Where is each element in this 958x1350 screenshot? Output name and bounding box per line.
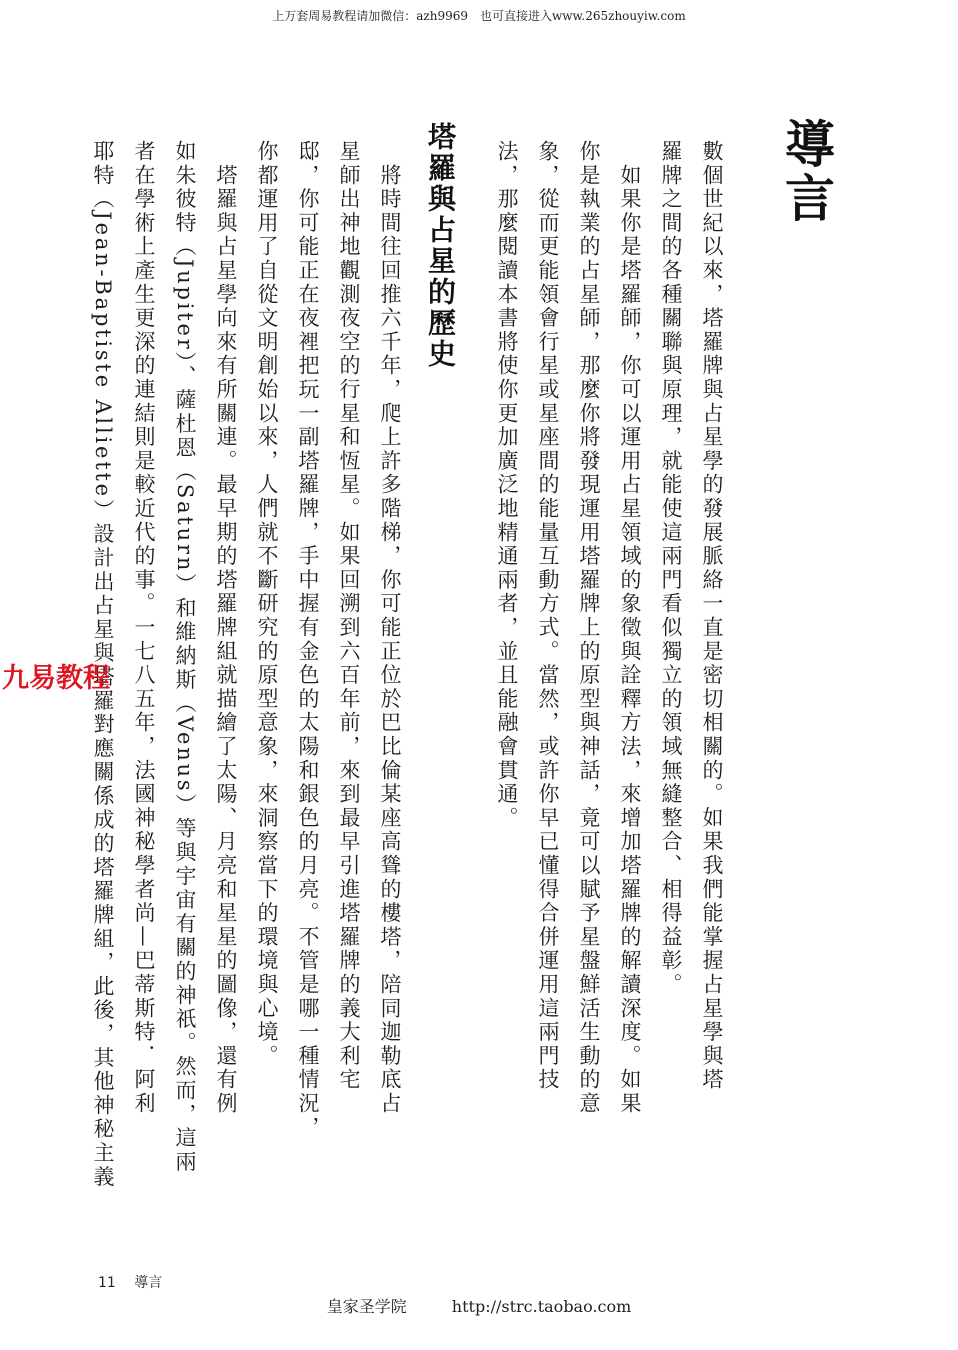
text-column-3: 如果你是塔羅師，你可以運用占星領域的象徵與詮釋方法，來增加塔羅牌的解讀深度。如果 bbox=[618, 140, 642, 1116]
running-title: 導言 bbox=[134, 1275, 163, 1291]
text-column-13: 者在學術上產生更深的連結則是較近代的事。一七八五年，法國神秘學者尚—巴蒂斯特．阿利 bbox=[132, 140, 156, 1116]
page-number: 11 bbox=[98, 1275, 116, 1291]
top-banner: 上万套周易教程请加微信：azh9969 也可直接进入www.265zhouyiw.com bbox=[272, 9, 686, 23]
page-footer bbox=[98, 1272, 162, 1292]
text-column-9: 邸，你可能正在夜裡把玩一副塔羅牌，手中握有金色的太陽和銀色的月亮。不管是哪一種情況， bbox=[296, 140, 320, 1140]
bottom-banner-url: http://strc.taobao.com bbox=[451, 1297, 632, 1316]
text-column-4: 你是執業的占星師，那麼你將發現運用塔羅牌上的原型與神話，竟可以賦予星盤鮮活生動的意 bbox=[577, 140, 601, 1116]
text-column-10: 你都運用了自從文明創始以來，人們就不斷研究的原型意象，來洞察當下的環境與心境。 bbox=[255, 140, 279, 1069]
bottom-banner-name: 皇家圣学院 bbox=[326, 1297, 407, 1316]
text-column-7: 將時間往回推六千年，爬上許多階梯，你可能正位於巴比倫某座高聳的樓塔，陪同迦勒底占 bbox=[378, 140, 402, 1116]
watermark: 九易教程 bbox=[2, 663, 110, 694]
chapter-title: 導言 bbox=[777, 118, 836, 226]
text-column-5: 象，從而更能領會行星或星座間的能量互動方式。當然，或許你早已懂得合併運用這兩門技 bbox=[536, 140, 560, 1092]
text-column-1: 數個世紀以來，塔羅牌與占星學的發展脈絡一直是密切相關的。如果我們能掌握占星學與塔 bbox=[700, 140, 724, 1092]
section-heading: 塔羅與占星的歷史 bbox=[424, 122, 457, 370]
bottom-banner bbox=[0, 1294, 958, 1317]
text-column-14: 耶特（Jean-Baptiste Alliette）設計出占星與塔羅對應關係成的塔羅牌組，此後，其他神秘主義 bbox=[91, 140, 115, 1190]
text-column-12: 如朱彼特（Jupiter）、薩杜恩（Saturn）和維納斯（Venus）等與宇宙有關的神祇。然而，這兩 bbox=[173, 140, 197, 1175]
text-column-11: 塔羅與占星學向來有所關連。最早期的塔羅牌組就描繪了太陽、月亮和星星的圖像，還有例 bbox=[214, 140, 238, 1116]
text-column-6: 法，那麼閱讀本書將使你更加廣泛地精通兩者，並且能融會貫通。 bbox=[495, 140, 519, 831]
text-column-8: 星師出神地觀測夜空的行星和恆星。如果回溯到六百年前，來到最早引進塔羅牌的義大利宅 bbox=[337, 140, 361, 1092]
text-column-2: 羅牌之間的各種關聯與原理，就能使這兩門看似獨立的領域無縫整合、相得益彰。 bbox=[659, 140, 683, 997]
